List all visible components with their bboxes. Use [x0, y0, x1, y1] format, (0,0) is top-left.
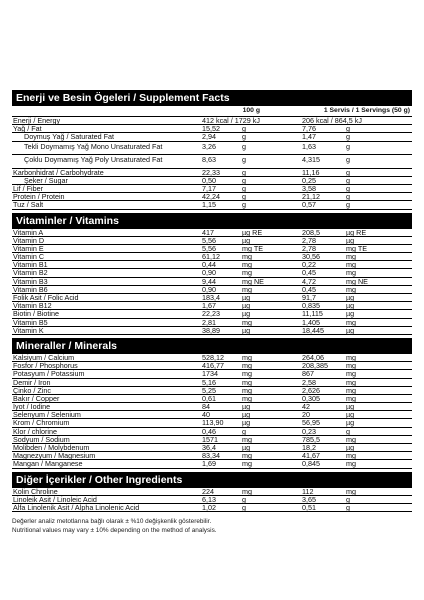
value-100g: 1,02 [202, 502, 216, 512]
value-serving: 3,65 [302, 494, 316, 504]
nutrient-name: Vitamin C [13, 252, 45, 262]
unit-100g: g [242, 494, 246, 504]
value-serving: 206 kcal / 864,5 kJ [302, 116, 362, 125]
value-100g: 22,33 [202, 167, 220, 177]
unit-serving: g [346, 132, 350, 142]
section-header-other: Diğer İçerikler / Other Ingredients [12, 472, 412, 488]
unit-100g: mg NE [242, 276, 264, 286]
column-header-serving: 1 Servis / 1 Servings (50 g) [323, 106, 410, 114]
nutrient-name: Doymuş Yağ / Saturated Fat [24, 132, 115, 142]
unit-serving: mg [346, 252, 356, 262]
unit-serving: µg [346, 293, 355, 302]
unit-serving: mg [346, 385, 356, 395]
value-serving: 1,63 [302, 141, 316, 151]
unit-100g: µg [242, 443, 251, 452]
value-serving: 1,405 [302, 317, 320, 327]
other-rows [12, 488, 412, 513]
nutrient-name: Karbonhidrat / Carbohydrate [13, 167, 104, 177]
nutrient-name: Linoleik Asit / Linoleic Acid [13, 494, 97, 504]
value-100g: 113,90 [202, 418, 224, 428]
table-row [12, 201, 412, 209]
value-serving: 0,45 [302, 284, 316, 294]
nutrient-name: Şeker / Sugar [24, 175, 68, 185]
vitamin-rows [12, 229, 412, 335]
value-serving: 2,626 [302, 385, 320, 395]
table-row [12, 504, 412, 512]
value-serving: 4,315 [302, 155, 320, 165]
unit-100g: g [242, 183, 246, 193]
table-row [12, 460, 412, 468]
unit-100g: µg [242, 410, 251, 420]
value-serving: 56,95 [302, 418, 320, 428]
value-serving: 42 [302, 402, 310, 412]
unit-100g: g [242, 502, 246, 512]
value-100g: 36,4 [202, 443, 216, 452]
unit-serving: g [346, 155, 350, 165]
nutrient-name: Vitamin B6 [13, 284, 48, 294]
unit-100g: mg [242, 361, 252, 371]
unit-100g: mg [242, 260, 252, 270]
nutrient-name: Krom / Chromium [13, 418, 70, 428]
value-100g: 0,90 [202, 268, 216, 278]
unit-serving: g [346, 175, 350, 185]
nutrient-name: Vitamin B1 [13, 260, 48, 270]
unit-100g: mg [242, 393, 252, 403]
unit-serving: g [346, 502, 350, 512]
table-row [12, 142, 412, 156]
nutrient-name: Sodyum / Sodium [13, 434, 70, 444]
unit-serving: g [346, 141, 350, 151]
supplement-facts-panel [12, 90, 412, 536]
value-100g: 0,44 [202, 260, 216, 270]
nutrient-name: Magnezyum / Magnesium [13, 451, 96, 461]
nutrient-name: Vitamin E [13, 243, 44, 253]
unit-serving: g [346, 167, 350, 177]
value-100g: 6,13 [202, 494, 216, 504]
mineral-rows [12, 354, 412, 469]
value-serving: 11,16 [302, 167, 320, 177]
value-100g: 5,56 [202, 243, 216, 253]
value-serving: 264,06 [302, 352, 324, 362]
footnotes [12, 517, 412, 536]
unit-100g: mg [242, 268, 252, 278]
unit-100g: g [242, 132, 246, 142]
unit-100g: g [242, 200, 246, 210]
value-serving: 1,47 [302, 132, 316, 142]
nutrient-name: Demir / Iron [13, 377, 51, 387]
unit-100g: mg [242, 369, 252, 379]
value-100g: 1571 [202, 434, 218, 444]
unit-100g: mg [242, 317, 252, 327]
value-100g: 83,34 [202, 451, 220, 461]
value-serving: 7,76 [302, 124, 316, 134]
value-100g: 22,23 [202, 309, 220, 319]
value-100g: 412 kcal / 1729 kJ [202, 116, 260, 125]
value-serving: 112 [302, 486, 314, 496]
nutrient-name: Molibden / Molybdenum [13, 443, 90, 452]
nutrient-name: Vitamin D [13, 235, 45, 245]
unit-serving: g [346, 426, 350, 436]
nutrient-name: Fosfor / Phosphorus [13, 361, 78, 371]
unit-serving: mg [346, 369, 356, 379]
value-100g: 5,25 [202, 385, 216, 395]
value-100g: 61,12 [202, 252, 220, 262]
unit-serving: mg [346, 260, 356, 270]
unit-serving: µg [346, 325, 355, 335]
value-serving: 18,445 [302, 325, 324, 335]
value-100g: 3,26 [202, 141, 216, 151]
unit-100g: µg [242, 309, 251, 319]
value-100g: 38,89 [202, 325, 220, 335]
value-serving: 3,58 [302, 183, 316, 193]
unit-serving: µg [346, 235, 355, 245]
unit-serving: g [346, 494, 350, 504]
value-serving: 18,2 [302, 443, 316, 452]
unit-serving: µg [346, 301, 355, 311]
nutrient-name: Alfa Linolenik Asit / Alpha Linolenic Acid [13, 502, 140, 512]
value-100g: 9,44 [202, 276, 216, 286]
unit-serving: g [346, 200, 350, 210]
unit-serving: µg RE [346, 227, 367, 237]
nutrient-name: Vitamin B12 [13, 301, 52, 311]
unit-100g: mg [242, 252, 252, 262]
value-serving: 208,5 [302, 227, 320, 237]
value-100g: 84 [202, 402, 210, 412]
nutrient-name: Enerji / Energy [13, 116, 61, 125]
unit-serving: mg [346, 361, 356, 371]
value-serving: 0,23 [302, 426, 316, 436]
unit-100g: mg [242, 434, 252, 444]
value-serving: 4,72 [302, 276, 316, 286]
unit-serving: g [346, 124, 350, 134]
value-100g: 417 [202, 227, 214, 237]
value-100g: 5,16 [202, 377, 216, 387]
unit-serving: µg [346, 443, 355, 452]
value-100g: 1,69 [202, 459, 216, 469]
nutrient-name: Vitamin K [13, 325, 44, 335]
unit-100g: mg [242, 377, 252, 387]
unit-serving: g [346, 192, 350, 202]
nutrient-name: Biotin / Biotine [13, 309, 59, 319]
unit-serving: mg [346, 377, 356, 387]
unit-100g: µg [242, 402, 251, 412]
unit-serving: mg [346, 451, 356, 461]
value-100g: 42,24 [202, 192, 220, 202]
value-serving: 2,58 [302, 377, 316, 387]
nutrient-name: Kalsiyum / Calcium [13, 352, 75, 362]
value-100g: 528,12 [202, 352, 224, 362]
unit-serving: g [346, 183, 350, 193]
nutrient-name: Folik Asit / Folic Acid [13, 293, 79, 302]
unit-serving: mg [346, 284, 356, 294]
unit-100g: g [242, 175, 246, 185]
value-100g: 1,67 [202, 301, 216, 311]
nutrient-name: Lif / Fiber [13, 183, 43, 193]
value-100g: 7,17 [202, 183, 216, 193]
value-serving: 30,56 [302, 252, 320, 262]
value-serving: 0,845 [302, 459, 320, 469]
unit-serving: mg [346, 268, 356, 278]
unit-100g: mg [242, 385, 252, 395]
unit-100g: g [242, 141, 246, 151]
unit-serving: µg [346, 418, 355, 428]
unit-100g: mg [242, 352, 252, 362]
table-row [12, 327, 412, 335]
nutrient-name: Klor / chlorine [13, 426, 57, 436]
value-serving: 11,115 [302, 309, 323, 319]
value-100g: 1734 [202, 369, 218, 379]
unit-serving: µg [346, 410, 355, 420]
nutrient-name: Bakır / Copper [13, 393, 60, 403]
value-100g: 416,77 [202, 361, 224, 371]
value-serving: 0,57 [302, 200, 316, 210]
value-serving: 785,5 [302, 434, 320, 444]
unit-100g: µg [242, 325, 251, 335]
unit-100g: µg [242, 293, 251, 302]
unit-serving: mg [346, 393, 356, 403]
unit-serving: µg [346, 309, 355, 319]
unit-100g: mg [242, 284, 252, 294]
unit-serving: mg TE [346, 243, 368, 253]
nutrient-name: Selenyum / Selenium [13, 410, 81, 420]
value-100g: 8,63 [202, 155, 216, 165]
column-header-100g: 100 g [242, 106, 260, 114]
value-serving: 0,25 [302, 175, 316, 185]
unit-serving: mg NE [346, 276, 368, 286]
nutrient-name: Tuz / Salt [13, 200, 44, 210]
value-100g: 40 [202, 410, 210, 420]
main-rows [12, 117, 412, 210]
unit-serving: mg [346, 434, 356, 444]
nutrient-name: Potasyum / Potassium [13, 369, 85, 379]
value-serving: 21,12 [302, 192, 320, 202]
value-100g: 5,56 [202, 235, 216, 245]
value-100g: 183,4 [202, 293, 220, 302]
nutrient-name: Mangan / Manganese [13, 459, 83, 469]
value-serving: 0,835 [302, 301, 320, 311]
unit-100g: mg TE [242, 243, 264, 253]
value-serving: 91,7 [302, 293, 316, 302]
unit-100g: µg [242, 301, 251, 311]
value-100g: 0,61 [202, 393, 216, 403]
nutrient-name: Protein / Protein [13, 192, 65, 202]
value-serving: 2,78 [302, 235, 316, 245]
nutrient-name: Yağ / Fat [13, 124, 42, 134]
value-serving: 0,305 [302, 393, 320, 403]
value-100g: 0,46 [202, 426, 216, 436]
nutrient-name: Kolin Chroline [13, 486, 58, 496]
value-serving: 0,51 [302, 502, 316, 512]
unit-100g: mg [242, 451, 252, 461]
table-row [12, 133, 412, 141]
value-serving: 2,78 [302, 243, 316, 253]
value-100g: 1,15 [202, 200, 216, 210]
value-serving: 208,385 [302, 361, 328, 371]
section-header-vitamins: Vitaminler / Vitamins [12, 213, 412, 229]
unit-100g: g [242, 192, 246, 202]
value-serving: 20 [302, 410, 310, 420]
unit-serving: µg [346, 402, 355, 412]
nutrient-name: Vitamin B2 [13, 268, 48, 278]
value-100g: 224 [202, 486, 214, 496]
value-100g: 15,52 [202, 124, 220, 134]
unit-serving: mg [346, 317, 356, 327]
nutrient-name: Vitamin A [13, 227, 44, 237]
value-100g: 2,94 [202, 132, 216, 142]
unit-100g: g [242, 426, 246, 436]
value-serving: 0,22 [302, 260, 316, 270]
value-100g: 0,90 [202, 284, 216, 294]
nutrient-name: İyot / Iodine [13, 402, 51, 412]
value-100g: 2,81 [202, 317, 216, 327]
footnote-tr: Değerler analiz metotlarına bağlı olarak ± %10 değişkenlik gösterebilir. [12, 518, 212, 526]
value-serving: 0,45 [302, 268, 316, 278]
section-header-main: Enerji ve Besin Ögeleri / Supplement Facts [12, 90, 412, 106]
unit-100g: µg RE [242, 227, 263, 237]
unit-100g: g [242, 167, 246, 177]
nutrient-name: Tekli Doymamış Yağ Mono Unsaturated Fat [24, 141, 163, 151]
unit-100g: mg [242, 459, 252, 469]
table-row [12, 155, 412, 169]
unit-serving: mg [346, 459, 356, 469]
footnote-en: Nutritional values may vary ± 10% depending on the method of analysis. [12, 527, 217, 535]
nutrient-name: Vitamin B5 [13, 317, 48, 327]
section-header-minerals: Mineraller / Minerals [12, 338, 412, 354]
unit-serving: mg [346, 352, 356, 362]
nutrient-name: Vitamin B3 [13, 276, 48, 286]
nutrient-name: Çoklu Doymamış Yağ Poly Unsaturated Fat [24, 155, 163, 165]
value-serving: 41,67 [302, 451, 320, 461]
unit-100g: g [242, 155, 246, 165]
unit-100g: g [242, 124, 246, 134]
value-100g: 0,50 [202, 175, 216, 185]
value-serving: 867 [302, 369, 314, 379]
unit-100g: µg [242, 235, 251, 245]
unit-serving: mg [346, 486, 356, 496]
unit-100g: µg [242, 418, 251, 428]
nutrient-name: Çinko / Zinc [13, 385, 51, 395]
unit-100g: mg [242, 486, 252, 496]
